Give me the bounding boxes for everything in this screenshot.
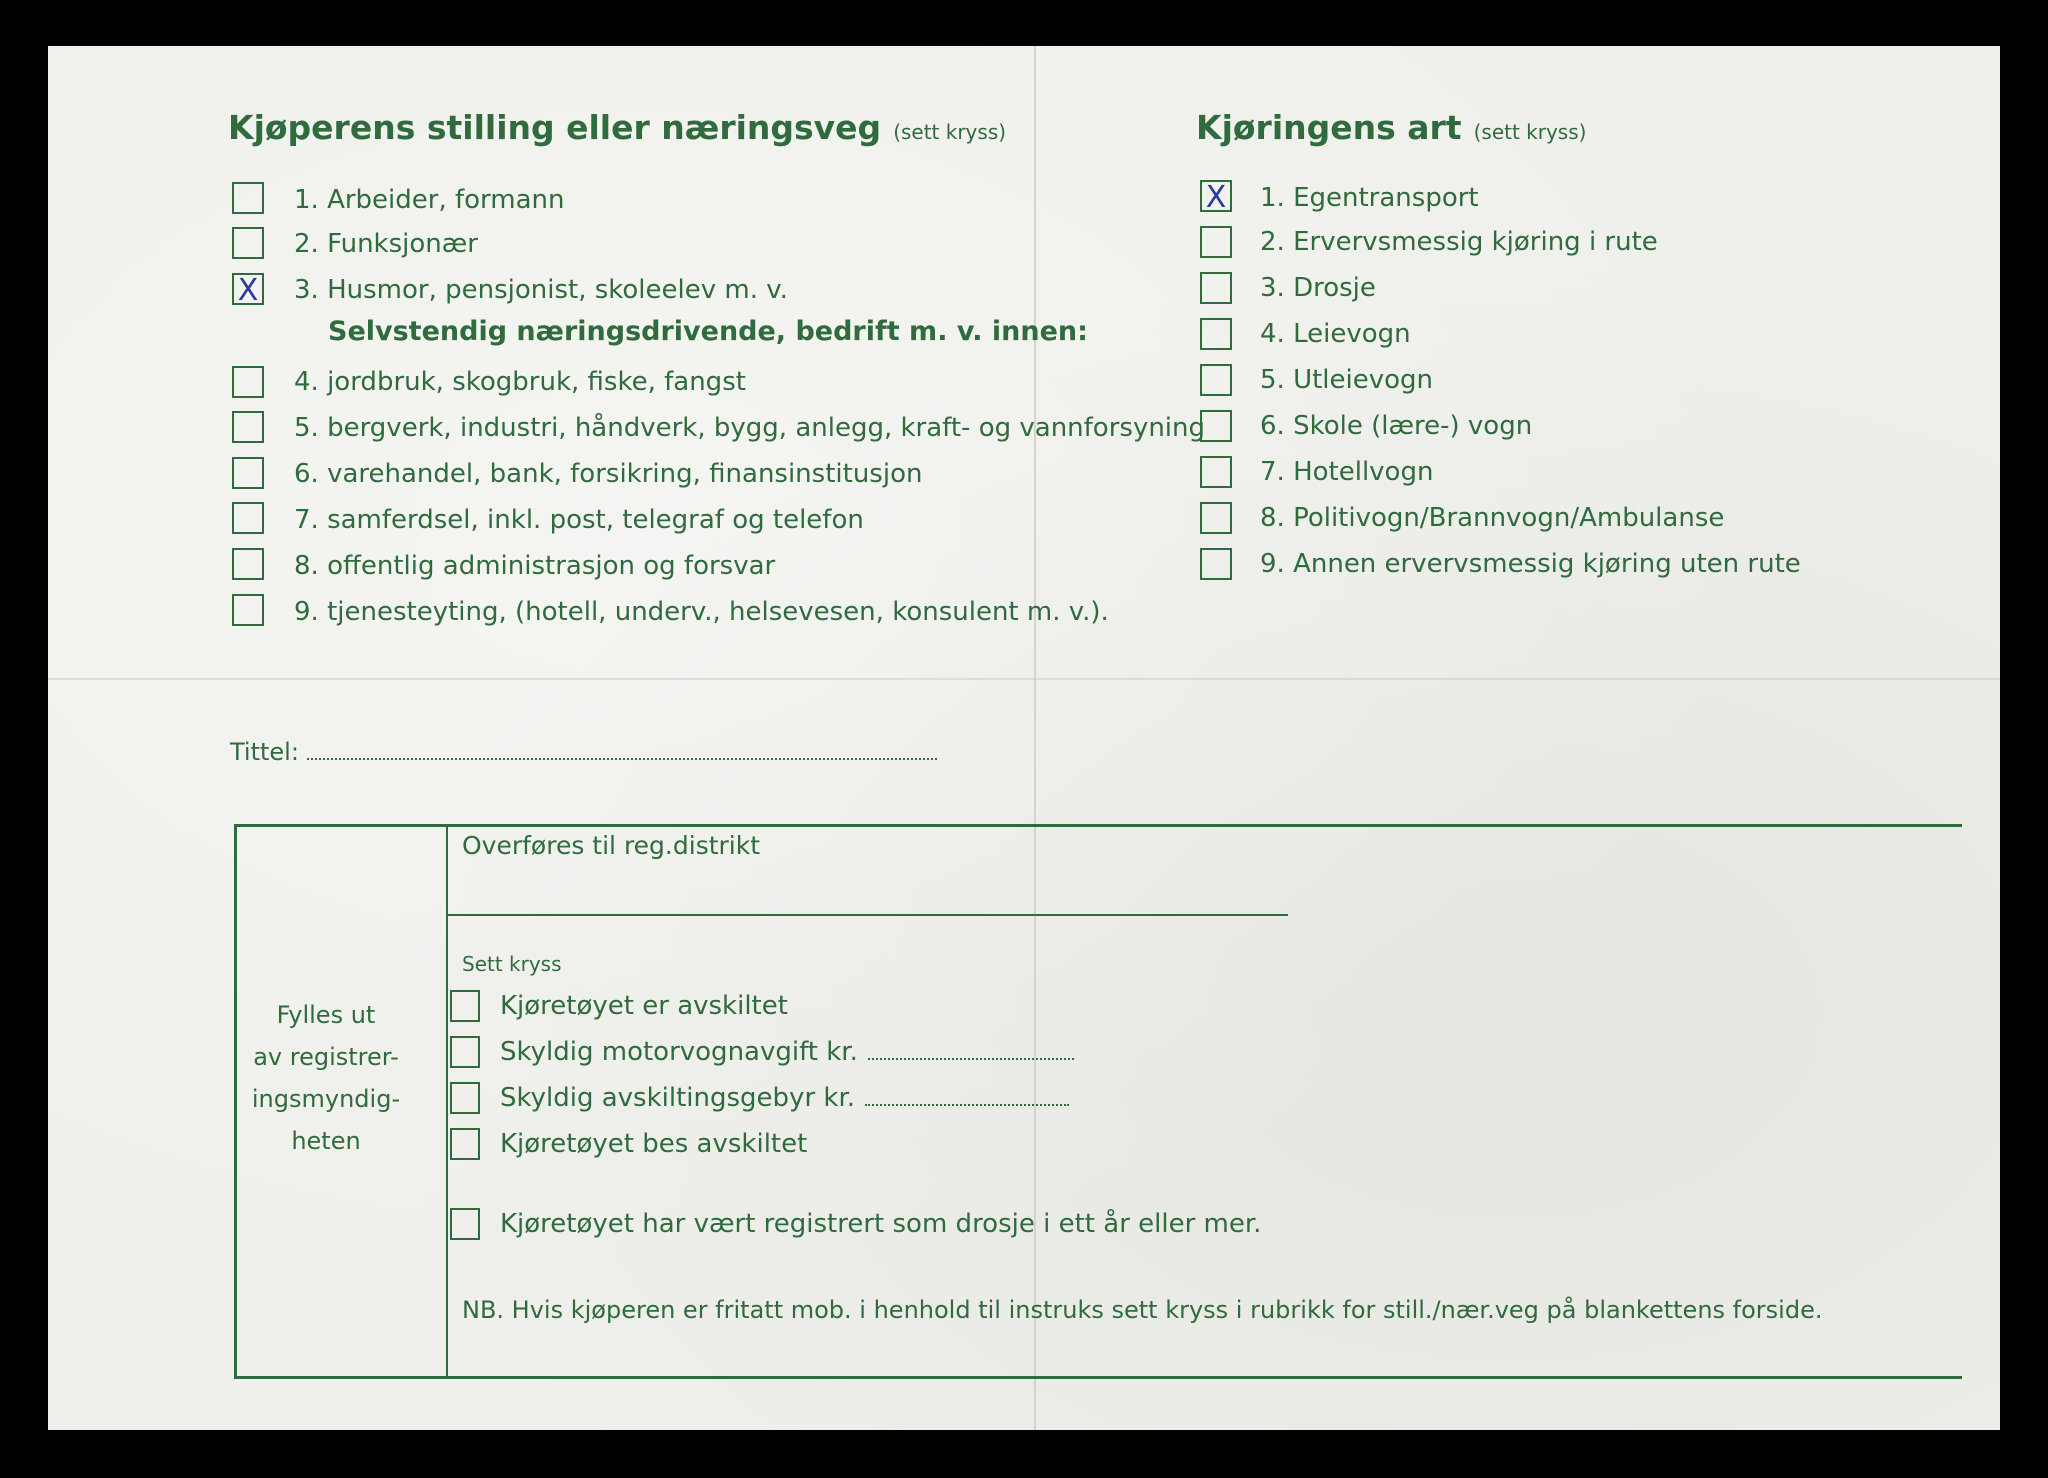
option-label: 3. Drosje [1260,273,1376,303]
checkbox-occupation-1[interactable] [232,182,264,214]
check-mark: X [1205,180,1227,215]
checkbox-driving-1[interactable] [1200,180,1232,215]
checkbox-occupation-7[interactable] [232,502,264,534]
option-label: 2. Funksjonær [294,229,478,259]
form-sheet [48,46,2000,1430]
checkbox-request-deregistration[interactable] [450,1128,480,1160]
checkbox-deregistration-fee[interactable] [450,1082,480,1114]
transfer-district-line [448,914,1288,916]
self-employed-subheading: Selvstendig næringsdrivende, bedrift m. v. innen: [328,316,1088,347]
side-label-line: heten [291,1127,361,1155]
option-label: Kjøretøyet bes avskiltet [500,1129,808,1159]
title-field[interactable] [230,738,937,766]
option-label [500,1036,1074,1068]
option-text: Skyldig avskiltingsgebyr kr. [500,1083,856,1113]
option-label: 1. Egentransport [1260,183,1479,213]
transfer-district-label: Overføres til reg.distrikt [462,831,761,860]
option-label: 9. tjenesteyting, (hotell, underv., helsevesen, konsulent m. v.). [294,597,1109,627]
checkbox-occupation-9[interactable] [232,594,264,626]
checkbox-occupation-6[interactable] [232,457,264,489]
driving-type-note: (sett kryss) [1473,120,1587,144]
fold-line-horizontal [48,678,2000,680]
box-top-line [234,824,1962,827]
checkbox-occupation-3[interactable] [232,273,264,308]
checkbox-driving-8[interactable] [1200,502,1232,534]
option-label: 7. Hotellvogn [1260,457,1434,487]
side-label-line: ingsmyndig- [251,1085,401,1113]
checkbox-taxi-registered[interactable] [450,1208,480,1240]
option-label: 5. Utleievogn [1260,365,1434,395]
option-label: 7. samferdsel, inkl. post, telegraf og telefon [294,505,864,535]
amount-dotted-line [868,1040,1074,1060]
checkbox-deregistered[interactable] [450,990,480,1022]
checkbox-driving-7[interactable] [1200,456,1232,488]
option-label: 1. Arbeider, formann [294,185,565,215]
option-label: 6. Skole (lære-) vogn [1260,411,1533,441]
buyer-occupation-title: Kjøperens stilling eller næringsveg [228,108,882,147]
option-label: 9. Annen ervervsmessig kjøring uten rute [1260,549,1801,579]
option-label: 3. Husmor, pensjonist, skoleelev m. v. [294,275,788,305]
side-label-line: av registrer- [253,1043,399,1071]
buyer-occupation-heading [228,108,1006,147]
side-label-line: Fylles ut [276,1001,376,1029]
box-divider-line [446,824,448,1378]
checkbox-occupation-2[interactable] [232,227,264,259]
checkbox-driving-3[interactable] [1200,272,1232,304]
option-label: 4. jordbruk, skogbruk, fiske, fangst [294,367,746,397]
driving-type-title: Kjøringens art [1196,108,1462,147]
option-label: 6. varehandel, bank, forsikring, finansinstitusjon [294,459,923,489]
checkbox-occupation-8[interactable] [232,548,264,580]
sett-kryss-label: Sett kryss [462,952,562,976]
option-label [500,1082,1069,1114]
buyer-occupation-note: (sett kryss) [893,120,1007,144]
title-field-label: Tittel: [230,738,299,766]
checkbox-driving-9[interactable] [1200,548,1232,580]
option-label: 8. Politivogn/Brannvogn/Ambulanse [1260,503,1725,533]
checkbox-driving-2[interactable] [1200,226,1232,258]
amount-dotted-line [865,1086,1069,1106]
option-label: 2. Ervervsmessig kjøring i rute [1260,227,1658,257]
option-label: 4. Leievogn [1260,319,1411,349]
title-field-dotted-line [307,740,937,760]
checkbox-occupation-5[interactable] [232,411,264,443]
driving-type-heading [1196,108,1586,147]
checkbox-driving-6[interactable] [1200,410,1232,442]
option-label: 8. offentlig administrasjon og forsvar [294,551,776,581]
nb-note: NB. Hvis kjøperen er fritatt mob. i henhold til instruks sett kryss i rubrikk for still./nær.veg på blankettens forside. [462,1296,1823,1324]
option-text: Skyldig motorvognavgift kr. [500,1037,858,1067]
checkbox-occupation-4[interactable] [232,366,264,398]
option-label: Kjøretøyet er avskiltet [500,991,788,1021]
checkbox-driving-4[interactable] [1200,318,1232,350]
checkbox-driving-5[interactable] [1200,364,1232,396]
option-label: Kjøretøyet har vært registrert som drosje i ett år eller mer. [500,1209,1262,1239]
check-mark: X [237,273,259,308]
option-label: 5. bergverk, industri, håndverk, bygg, anlegg, kraft- og vannforsyning [294,413,1206,443]
box-bottom-line [234,1376,1962,1379]
checkbox-motor-vehicle-fee[interactable] [450,1036,480,1068]
registration-authority-label [230,994,422,1162]
